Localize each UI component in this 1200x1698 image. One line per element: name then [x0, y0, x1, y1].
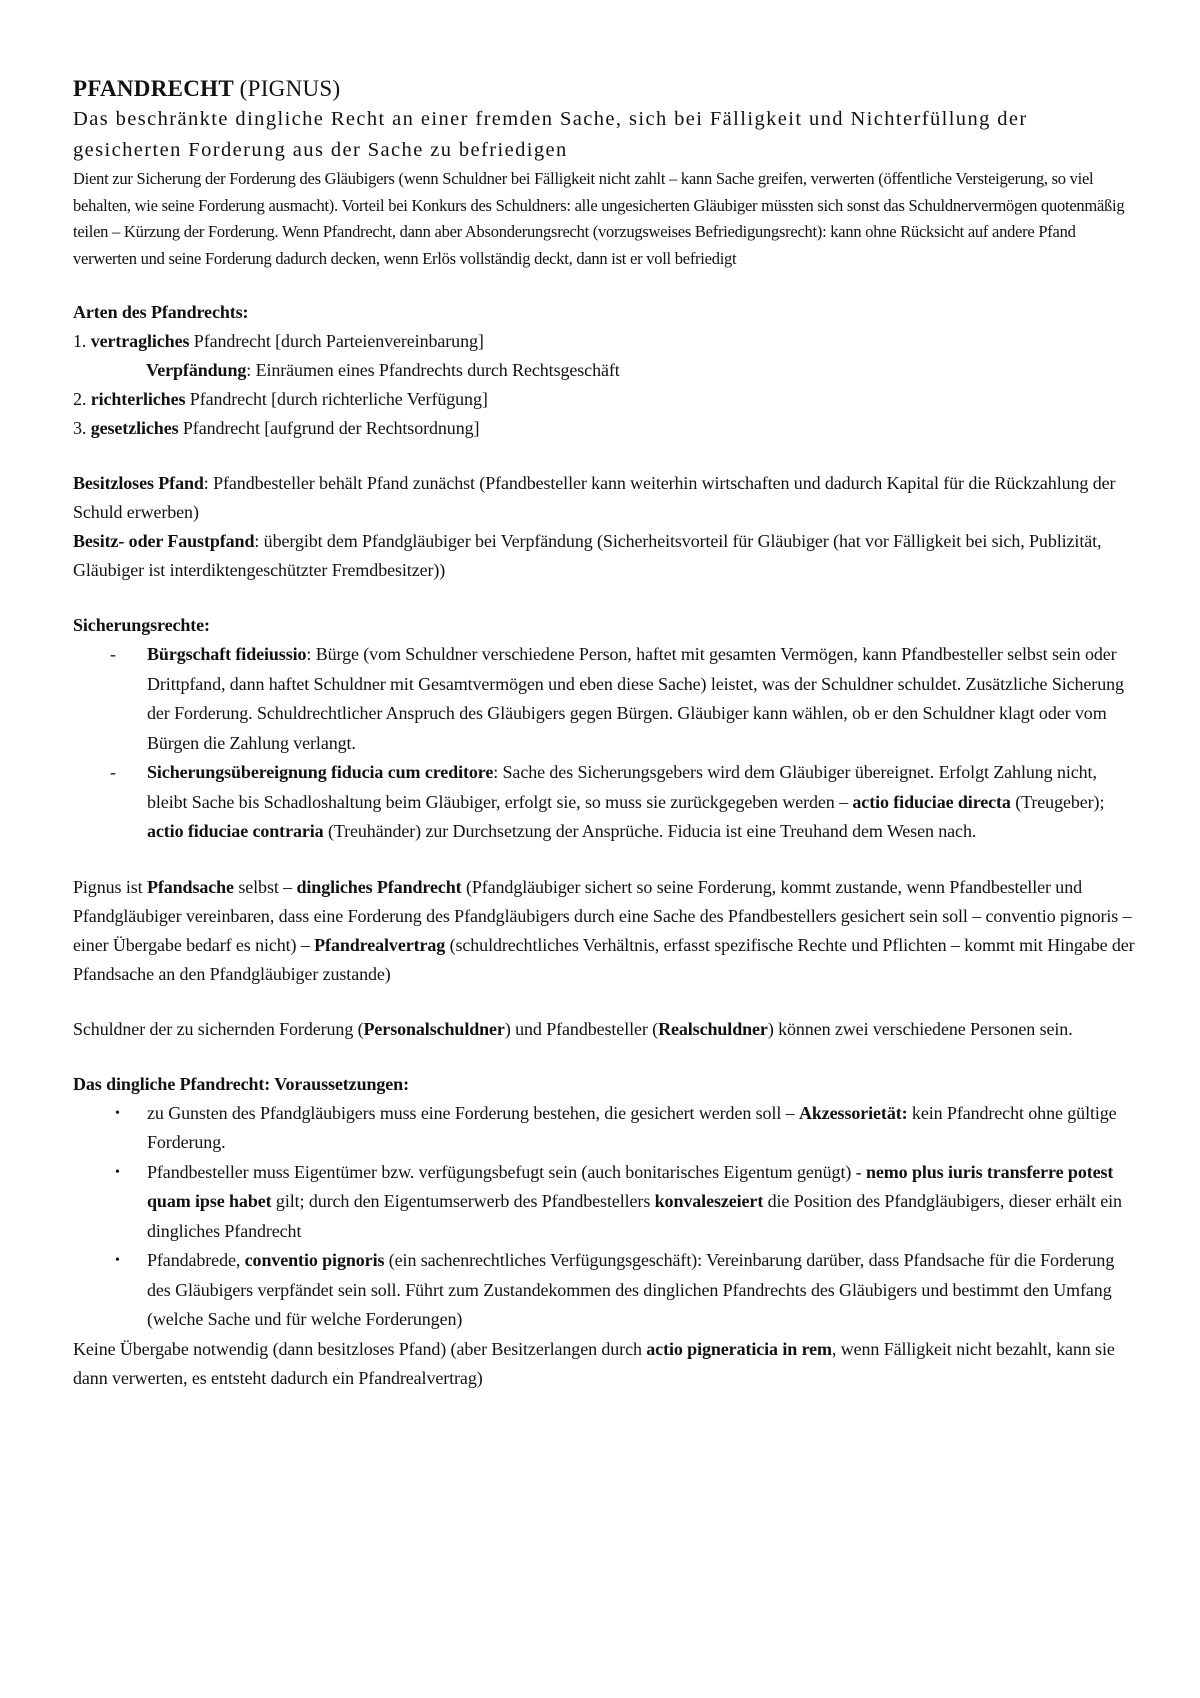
text: (Pfandgläubiger sichert so seine Forderung, kommt zustande, wenn Pfandbesteller und Pfandgläubiger vereinbaren, dass eine Forderung des Pfandgläubigers durch eine Sache des Pfandbestellers gesichert sein soll – conventio pignoris – einer Übergabe bedarf es nicht) – [73, 876, 1132, 955]
spacer [73, 989, 1140, 1015]
spacer [73, 847, 1140, 873]
intro-paragraph: Dient zur Sicherung der Forderung des Gläubigers (wenn Schuldner bei Fälligkeit nicht zahlt – kann Sache greifen, verwerten (öffentliche Versteigerung, so viel behalten, wie seine Forderung ausmacht). Vorteil bei Konkurs des Schuldners: alle ungesicherten Gläubiger müssten sich sonst das Schuldnervermögen quotenmäßig teilen – Kürzung der Forderung. Wenn Pfandrecht, dann aber Absonderungsrecht (vorzugsweises Befriedigungsrecht): kann ohne Rücksicht auf andere Pfand verwerten und seine Forderung dadurch decken, wenn Erlös vollständig deckt, dann ist er voll befriedigt [73, 169, 1125, 268]
item-text: Pfandrecht [aufgrund der Rechtsordnung] [178, 418, 480, 438]
text: (ein sachenrechtliches Verfügungsgeschäft): Vereinbarung darüber, dass Pfandsache für die Forderung des Gläubigers verpfändet sein soll. Führt zum Zustandekommen des dinglichen Pfandrechts des Gläubigers und bestimmt den Umfang (welche Sache und für welche Forderungen) [147, 1250, 1115, 1329]
list-item [73, 1246, 1140, 1335]
schuldner-paragraph [73, 1015, 1140, 1044]
voraussetzungen-heading [73, 1070, 1140, 1099]
spacer [73, 585, 1140, 611]
list-item [73, 1099, 1140, 1158]
dash-marker: - [110, 644, 116, 664]
term-bold: Akzessorietät: [798, 1102, 908, 1123]
pignus-paragraph [73, 873, 1140, 989]
text: kein Pfandrecht ohne gültige Forderung. [147, 1102, 1117, 1152]
list-item [73, 640, 1140, 758]
arten-section [73, 298, 1140, 443]
title-paren: (PIGNUS) [239, 76, 341, 101]
text: Pignus ist [73, 876, 147, 897]
arten-item-1 [73, 327, 1140, 356]
spacer [73, 1044, 1140, 1070]
bullet-marker: • [115, 1105, 120, 1121]
text: Schuldner der zu sichernden Forderung ( [73, 1018, 364, 1039]
title-main: PFANDRECHT [73, 76, 234, 101]
term-text: (Treugeber); [1010, 791, 1105, 812]
subitem-bold: Verpfändung [146, 360, 247, 380]
page-title [73, 74, 1140, 104]
term-text: : Sache des Sicherungsgebers wird dem Gläubiger übereignet. Erfolgt Zahlung nicht, bleibt Sache bis Schadloshaltung beim Gläubiger, erfolgt sie, so muss sie zurückgegeben werden – [147, 762, 1097, 812]
text: Pfandabrede, [147, 1250, 245, 1270]
text: ) können zwei verschiedene Personen sein. [767, 1018, 1073, 1039]
text: (schuldrechtliches Verhältnis, erfasst spezifische Rechte und Pflichten – kommt mit Hingabe der Pfandsache an den Pfandgläubiger zustande) [73, 934, 1135, 984]
schluss-paragraph [73, 1335, 1140, 1393]
term-bold: nemo plus iuris transferre potest quam ipse habet [147, 1161, 1114, 1211]
term-bold: Bürgschaft fideiussio [147, 644, 307, 664]
voraussetzungen-section [73, 1070, 1140, 1393]
text: , wenn Fälligkeit nicht bezahlt, kann sie dann verwerten, es entsteht dadurch ein Pfandrealvertrag) [73, 1338, 1115, 1388]
item-number: 1. [73, 331, 87, 351]
term-bold: Sicherungsübereignung fiducia cum creditore [147, 762, 494, 782]
arten-heading-text: Arten des Pfandrechts: [73, 302, 249, 322]
arten-item-3 [73, 414, 1140, 443]
besitz-section [73, 469, 1140, 585]
bullet-marker: • [115, 1164, 120, 1180]
text: die Position des Pfandgläubigers, dieser erhält ein dingliches Pfandrecht [147, 1191, 1122, 1241]
bullet-marker: • [115, 1253, 120, 1268]
term-bold: Pfandrealvertrag [314, 934, 446, 955]
arten-subitem [73, 356, 1140, 385]
term-text: (Treuhänder) zur Durchsetzung der Ansprüche. Fiducia ist eine Treuhand dem Wesen nach. [323, 821, 977, 841]
text: Keine Übergabe notwendig (dann besitzloses Pfand) (aber Besitzerlangen durch [73, 1338, 647, 1359]
term-bold: conventio pignoris [244, 1250, 385, 1270]
sicherungsrechte-heading [73, 611, 1140, 640]
term-bold: Besitzloses Pfand [73, 473, 204, 493]
item-number: 3. [73, 418, 87, 438]
text: Pfandbesteller muss Eigentümer bzw. verfügungsbefugt sein (auch bonitarisches Eigentum genügt) - [147, 1161, 866, 1182]
term-text: : übergibt dem Pfandgläubiger bei Verpfändung (Sicherheitsvorteil für Gläubiger (hat vor Fälligkeit bei sich, Publizität, Gläubiger ist interdiktengeschützter Fremdbesitzer)) [73, 531, 1102, 580]
term-bold: Pfandsache [146, 876, 234, 897]
arten-heading [73, 298, 1140, 327]
sicherungsrechte-section [73, 611, 1140, 847]
voraussetzungen-list [73, 1099, 1140, 1335]
heading-text: Sicherungsrechte: [73, 615, 210, 635]
besitzloses-pfand-paragraph [73, 469, 1140, 527]
term-text: : Pfandbesteller behält Pfand zunächst (Pfandbesteller kann weiterhin wirtschaften und dadurch Kapital für die Rückzahlung der Schuld erwerben) [73, 473, 1116, 522]
item-bold: richterliches [90, 389, 186, 409]
text: selbst – [233, 876, 297, 897]
text: gilt; durch den Eigentumserwerb des Pfandbestellers [271, 1191, 655, 1211]
list-item [73, 1158, 1140, 1247]
heading-text: Das dingliche Pfandrecht: Voraussetzungen: [73, 1073, 409, 1094]
spacer [73, 272, 1140, 298]
text: ) und Pfandbesteller ( [504, 1018, 659, 1039]
subitem-text: : Einräumen eines Pfandrechts durch Rechtsgeschäft [246, 360, 620, 380]
item-text: Pfandrecht [durch Parteienvereinbarung] [189, 331, 484, 351]
term-bold: Personalschuldner [363, 1018, 505, 1039]
dash-marker: - [110, 762, 116, 782]
term-text: : Bürge (vom Schuldner verschiedene Person, haftet mit gesamten Vermögen, kann Pfandbesteller selbst sein oder Drittpfand, dann haftet Schuldner mit Gesamtvermögen und eben diese Sache) leistet, was der Schuldner schuldet. Zusätzliche Sicherung der Forderung. Schuldrechtlicher Anspruch des Gläubigers gegen Bürgen. Gläubiger kann wählen, ob er den Schuldner klagt oder vom Bürgen die Zahlung verlangt. [147, 644, 1124, 753]
definition-subtitle: Das beschränkte dingliche Recht an einer fremden Sache, sich bei Fälligkeit und Nichterfüllung der gesicherten Forderung aus der Sache zu befriedigen [73, 108, 1028, 161]
term-bold: actio fiduciae contraria [147, 821, 324, 841]
spacer [73, 443, 1140, 469]
sicherungsrechte-list [73, 640, 1140, 847]
term-bold: Realschuldner [658, 1018, 768, 1039]
item-bold: vertragliches [90, 331, 190, 351]
term-bold: actio fiduciae directa [852, 791, 1011, 812]
item-number: 2. [73, 389, 87, 409]
term-bold: Besitz- oder Faustpfand [73, 531, 255, 551]
list-item [73, 758, 1140, 847]
term-bold: actio pigneraticia in rem [646, 1338, 832, 1359]
faustpfand-paragraph [73, 527, 1140, 585]
item-text: Pfandrecht [durch richterliche Verfügung] [185, 389, 488, 409]
item-bold: gesetzliches [90, 418, 179, 438]
term-bold: dingliches Pfandrecht [296, 876, 462, 897]
term-bold: konvaleszeiert [654, 1191, 764, 1211]
text: zu Gunsten des Pfandgläubigers muss eine Forderung bestehen, die gesichert werden soll – [147, 1102, 799, 1123]
arten-item-2 [73, 385, 1140, 414]
